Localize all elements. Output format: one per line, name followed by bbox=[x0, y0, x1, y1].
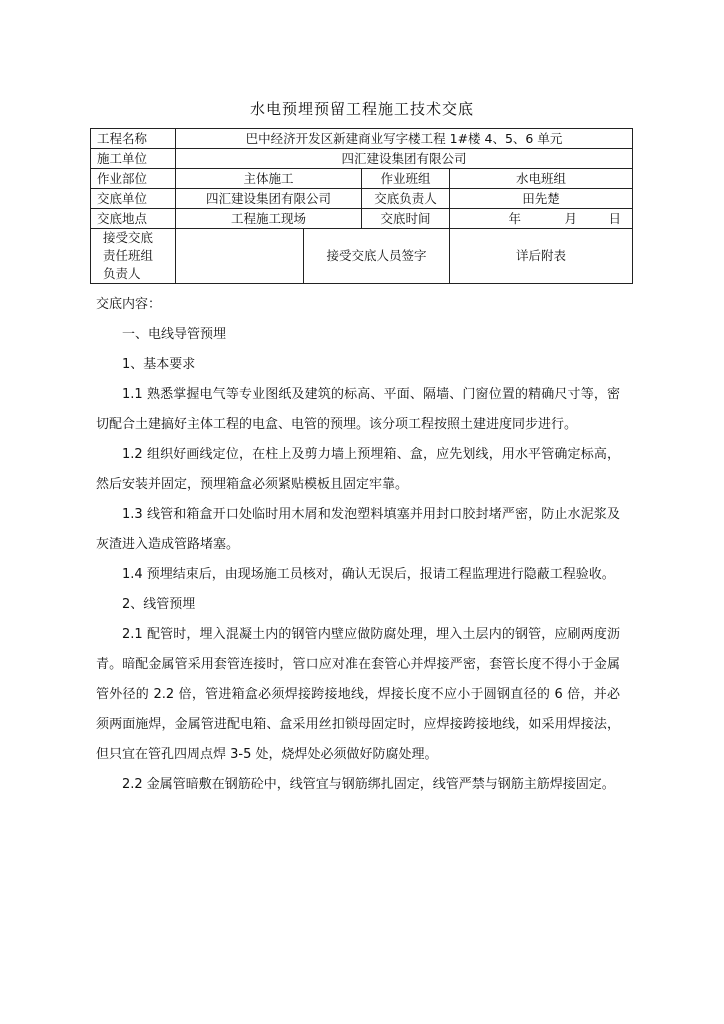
work-area-value: 主体施工 bbox=[176, 169, 362, 189]
date-year: 年 bbox=[508, 210, 522, 226]
project-name-value: 巴中经济开发区新建商业写字楼工程 1#楼 4、5、6 单元 bbox=[176, 129, 633, 149]
document-title: 水电预埋预留工程施工技术交底 bbox=[249, 100, 474, 118]
section-heading: 一、电线导管预埋 bbox=[122, 327, 227, 342]
receiver-label-line: 接受交底 bbox=[103, 230, 154, 245]
construction-unit-value: 四汇建设集团有限公司 bbox=[176, 149, 633, 169]
paragraph-1-2: 1.2 组织好画线定位，在柱上及剪力墙上预埋箱、盒，应先划线，用水平管确定标高，然后安装并固定，预埋箱盒必须紧贴模板且固定牢靠。 bbox=[96, 447, 620, 492]
handover-unit-label: 交底单位 bbox=[91, 189, 176, 209]
handover-time-label: 交底时间 bbox=[362, 209, 450, 229]
project-name-label: 工程名称 bbox=[91, 129, 176, 149]
handover-date bbox=[450, 209, 633, 229]
date-day: 日 bbox=[608, 210, 621, 226]
work-area-label: 作业部位 bbox=[91, 169, 176, 189]
construction-unit-label: 施工单位 bbox=[91, 149, 176, 169]
paragraph-2-2: 2.2 金属管暗敷在钢筋砼中，线管宜与钢筋绑扎固定，线管严禁与钢筋主筋焊接固定。 bbox=[122, 777, 615, 792]
handover-place-value: 工程施工现场 bbox=[176, 209, 362, 229]
receiver-sign-value: 详后附表 bbox=[450, 229, 633, 284]
receiver-label-line: 责任班组 bbox=[103, 248, 154, 263]
receiver-value bbox=[176, 229, 304, 284]
table-row bbox=[91, 169, 633, 189]
date-month: 月 bbox=[564, 210, 578, 226]
handover-person-label: 交底负责人 bbox=[362, 189, 450, 209]
paragraph-1-3: 1.3 线管和箱盒开口处临时用木屑和发泡塑料填塞并用封口胶封堵严密，防止水泥浆及灰渣进入造成管路堵塞。 bbox=[96, 507, 620, 552]
subsection-heading: 1、基本要求 bbox=[122, 357, 196, 372]
paragraph-1-4: 1.4 预埋结束后，由现场施工员核对，确认无误后，报请工程监理进行隐蔽工程验收。 bbox=[122, 567, 615, 582]
receiver-label bbox=[91, 229, 176, 284]
work-team-value: 水电班组 bbox=[450, 169, 633, 189]
table-row bbox=[91, 129, 633, 149]
work-team-label: 作业班组 bbox=[362, 169, 450, 189]
subsection-heading: 2、线管预埋 bbox=[122, 597, 196, 612]
table-row bbox=[91, 209, 633, 229]
handover-unit-value: 四汇建设集团有限公司 bbox=[176, 189, 362, 209]
table-row bbox=[91, 229, 633, 284]
paragraph-2-1: 2.1 配管时，埋入混凝土内的钢管内壁应做防腐处理，埋入土层内的钢管，应刷两度沥青。暗配金属管采用套管连接时，管口应对准在套管心并焊接严密，套管长度不得小于金属管外径的 2.2 倍，管进箱盒必须焊接跨接地线，焊接长度不应小于圆钢直径的 6 倍，并必须两面施焊，金属管进配电箱、盒采用丝扣锁母固定时，应焊接跨接地线，如采用焊接法，但只宜在管孔四周点焊 3-5 处，烧焊处必须做好防腐处理。 bbox=[96, 627, 620, 762]
content-label: 交底内容： bbox=[96, 297, 162, 312]
table-row bbox=[91, 149, 633, 169]
receiver-label-line: 负责人 bbox=[103, 266, 141, 281]
receiver-sign-label: 接受交底人员签字 bbox=[304, 229, 450, 284]
content-body bbox=[96, 290, 620, 800]
handover-person-value: 田先楚 bbox=[450, 189, 633, 209]
handover-place-label: 交底地点 bbox=[91, 209, 176, 229]
paragraph-1-1: 1.1 熟悉掌握电气等专业图纸及建筑的标高、平面、隔墙、门窗位置的精确尺寸等，密切配合土建搞好主体工程的电盒、电管的预埋。该分项工程按照土建进度同步进行。 bbox=[96, 387, 620, 432]
table-row bbox=[91, 189, 633, 209]
info-table bbox=[90, 128, 633, 284]
